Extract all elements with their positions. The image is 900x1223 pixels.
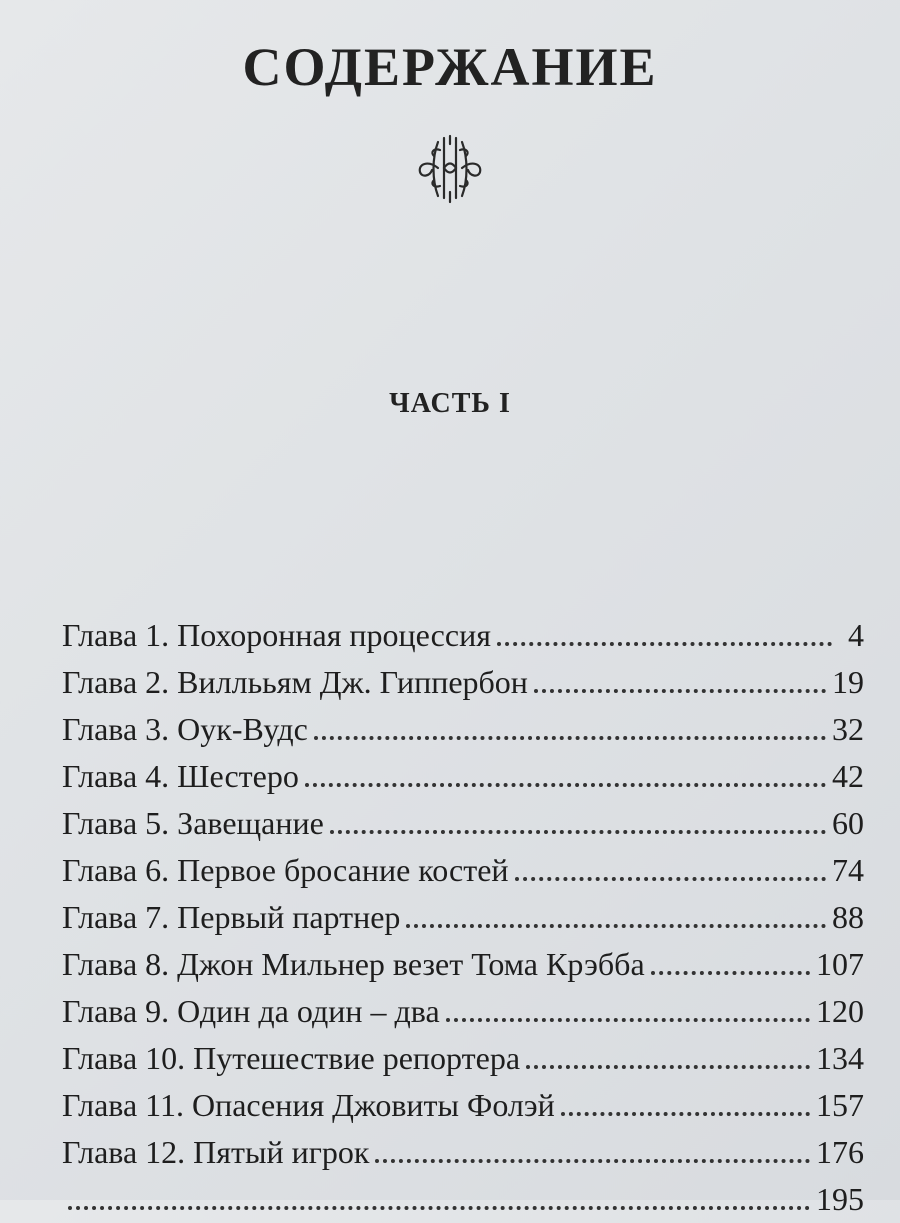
toc-entry [62, 659, 864, 706]
page-title: СОДЕРЖАНИЕ [242, 37, 658, 97]
toc-entry [62, 1082, 864, 1129]
chapter-title: Глава 6. Первое бросание костей [62, 852, 509, 888]
page-number: 120 [816, 993, 864, 1029]
monogram-ornament-icon [410, 128, 490, 208]
dot-leader [68, 1206, 810, 1210]
toc-entry [62, 941, 864, 988]
dot-leader [446, 1018, 810, 1022]
toc-entry [62, 753, 864, 800]
page-number: 60 [832, 805, 864, 841]
dot-leader [534, 689, 826, 693]
chapter-title: Глава 9. Один да один – два [62, 993, 440, 1029]
page-number: 107 [816, 946, 864, 982]
toc-entry [62, 988, 864, 1035]
chapter-title: Глава 1. Похоронная процессия [62, 617, 491, 653]
part-heading: ЧАСТЬ I [389, 388, 511, 419]
page-number: 157 [816, 1087, 864, 1123]
page-number: 32 [832, 711, 864, 747]
dot-leader [515, 877, 826, 881]
dot-leader [651, 971, 810, 975]
dot-leader [497, 642, 832, 646]
chapter-title: Глава 4. Шестеро [62, 758, 299, 794]
dot-leader [305, 783, 826, 787]
toc-entry [62, 706, 864, 753]
toc-entry [62, 1129, 864, 1176]
toc-entry [62, 894, 864, 941]
dot-leader [375, 1159, 810, 1163]
dot-leader [314, 736, 826, 740]
dot-leader [561, 1112, 810, 1116]
toc-entry-partial [62, 1176, 864, 1217]
chapter-title: Глава 7. Первый партнер [62, 899, 401, 935]
dot-leader [526, 1065, 810, 1069]
chapter-title: Глава 8. Джон Мильнер везет Тома Крэбба [62, 946, 645, 982]
page-number: 134 [816, 1040, 864, 1076]
page-number: 4 [848, 617, 864, 653]
dot-leader [330, 830, 826, 834]
toc-entry [62, 800, 864, 847]
page-number: 19 [832, 664, 864, 700]
dot-leader [406, 924, 826, 928]
page-number: 42 [832, 758, 864, 794]
chapter-title: Глава 2. Виллььям Дж. Гиппербон [62, 664, 528, 700]
chapter-title: Глава 10. Путешествие репортера [62, 1040, 521, 1076]
chapter-title: Глава 12. Пятый игрок [62, 1134, 370, 1170]
chapter-title: Глава 11. Опасения Джовиты Фолэй [62, 1087, 555, 1123]
page-number: 88 [832, 899, 864, 935]
toc-entry [62, 612, 864, 659]
page-number: 195 [816, 1181, 864, 1217]
page-number: 176 [816, 1134, 864, 1170]
chapter-title: Глава 3. Оук-Вудс [62, 711, 308, 747]
chapter-title: Глава 5. Завещание [62, 805, 324, 841]
toc-entry [62, 847, 864, 894]
page-number: 74 [832, 852, 864, 888]
toc-entry [62, 1035, 864, 1082]
table-of-contents [62, 612, 864, 1217]
